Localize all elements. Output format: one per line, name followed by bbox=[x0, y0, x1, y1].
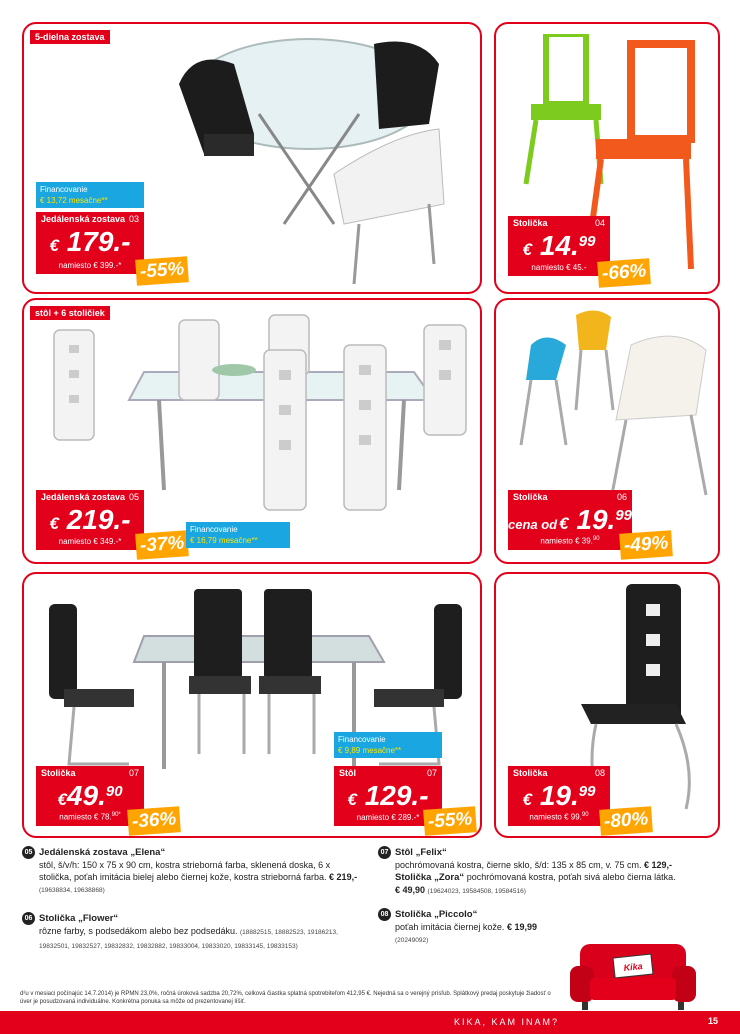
price: cena od € 19.99 bbox=[508, 504, 632, 535]
discount-badge: -80% bbox=[599, 806, 653, 836]
description-codes: (19638834, 19638868) bbox=[39, 887, 105, 894]
description-text: rôzne farby, s podsedákom alebo bez podsedáku. bbox=[39, 926, 238, 936]
price-box bbox=[508, 490, 632, 550]
description-text: stôl, š/v/h: 150 x 75 x 90 cm, kostra strieborná farba, sklenená doska, 6 x stolička, poťah imitácia bielej alebo čiernej kože, kostra strieborná farba. bbox=[39, 860, 331, 882]
product-name: Stolička bbox=[513, 768, 548, 778]
chair-06-image bbox=[501, 305, 713, 505]
price: € 129.- bbox=[347, 780, 429, 811]
description-price: € 129,- bbox=[643, 860, 672, 870]
description-title: Jedálenská zostava „Elena“ bbox=[39, 847, 166, 858]
price-box bbox=[508, 766, 610, 826]
product-panel-table-chair-07[interactable] bbox=[22, 572, 482, 838]
product-name: Stôl bbox=[339, 768, 356, 778]
previous-price: namiesto € 349.-* bbox=[58, 537, 122, 546]
description-price: € 19,99 bbox=[506, 922, 537, 932]
fine-print: d²u v mesiaci počínajúc 14.7.2014) je RPMN 23,0%, ročná úroková sadzba 20,72%, celková čiastka splatná spotrebiteľom 412,95 €. Nejedná sa o verejný prísľub. Splátkový predaj poskytuje žiadosť o úver je posudzovaná individuálne. Konkrétna ponuka sa môže od prezentovanej líšiť. bbox=[20, 991, 551, 1005]
discount-badge: -36% bbox=[127, 806, 181, 836]
product-number: 07 bbox=[426, 768, 437, 778]
discount-badge: -55% bbox=[423, 806, 477, 836]
description-text: pochrómovaná kostra, čierne sklo, š/d: 135 x 85 cm, v. 75 cm. bbox=[395, 860, 642, 870]
price: € 179.- bbox=[49, 226, 131, 257]
discount-badge: -37% bbox=[135, 530, 189, 560]
price-box bbox=[508, 216, 610, 276]
description-number: 06 bbox=[22, 912, 35, 925]
description-number: 08 bbox=[378, 908, 391, 921]
description-number: 05 bbox=[22, 846, 35, 859]
product-panel-chair-08[interactable] bbox=[494, 572, 720, 838]
price: € 219.- bbox=[49, 504, 131, 535]
product-name: Jedálenská zostava bbox=[41, 214, 126, 224]
product-panel-chair-04[interactable] bbox=[494, 22, 720, 294]
description-06 bbox=[22, 912, 362, 953]
description-title: Stolička „Piccolo“ bbox=[395, 909, 478, 920]
product-name: Jedálenská zostava bbox=[41, 492, 126, 502]
financing-label: Financovanie bbox=[40, 185, 88, 194]
previous-price: namiesto € 99.90 bbox=[529, 812, 589, 822]
description-price: € 219,- bbox=[329, 872, 358, 882]
description-title-2: Stolička „Zora“ bbox=[395, 872, 465, 883]
page-number: 15 bbox=[707, 1016, 718, 1026]
price-box bbox=[36, 212, 144, 274]
price: €49.90 bbox=[57, 780, 123, 811]
product-panel-chair-06[interactable] bbox=[494, 298, 720, 564]
product-number: 06 bbox=[616, 492, 627, 502]
description-07 bbox=[378, 846, 718, 898]
product-number: 07 bbox=[128, 768, 139, 778]
product-name: Stolička bbox=[41, 768, 76, 778]
financing-badge bbox=[186, 522, 290, 548]
panel-tag: stôl + 6 stoličiek bbox=[30, 306, 110, 320]
product-number: 04 bbox=[594, 218, 605, 228]
price-box bbox=[36, 490, 144, 550]
panel-tag: 5-dielna zostava bbox=[30, 30, 110, 44]
product-name: Stolička bbox=[513, 492, 548, 502]
discount-badge: -55% bbox=[135, 256, 189, 286]
discount-badge: -49% bbox=[619, 530, 673, 560]
description-title: Stôl „Felix“ bbox=[395, 847, 447, 858]
description-codes: (20249092) bbox=[395, 937, 429, 944]
previous-price: namiesto € 289.-* bbox=[356, 813, 420, 822]
description-text-2: pochrómovaná kostra, poťah sivá alebo čierna látka. bbox=[466, 872, 676, 882]
product-name: Stolička bbox=[513, 218, 548, 228]
financing-label: Financovanie bbox=[190, 525, 238, 534]
dining-set-03-image bbox=[164, 24, 474, 289]
product-number: 03 bbox=[128, 214, 139, 224]
discount-badge: -66% bbox=[597, 258, 651, 288]
product-panel-dining-set-05[interactable] bbox=[22, 298, 482, 564]
product-panel-dining-set-03[interactable] bbox=[22, 22, 482, 294]
description-price-2: € 49,90 bbox=[395, 885, 426, 895]
red-sofa-icon bbox=[568, 938, 698, 1012]
product-number: 08 bbox=[594, 768, 605, 778]
footer-slogan: KIKA, KAM INAM? bbox=[454, 1017, 560, 1027]
price: € 19.99 bbox=[522, 780, 596, 811]
financing-badge bbox=[36, 182, 144, 208]
price: € 14.99 bbox=[522, 230, 596, 261]
description-title: Stolička „Flower“ bbox=[39, 913, 119, 924]
financing-label: Financovanie bbox=[338, 735, 386, 744]
description-codes: (18882515, 18882523, 19186213, 19832501, 19832527, 19832832, 19832882, 19833004, 19833020, 19833145, 19833153) bbox=[39, 929, 338, 950]
financing-value: € 9,89 mesačne** bbox=[338, 746, 402, 755]
previous-price: namiesto € 399.-* bbox=[58, 261, 122, 270]
previous-price: namiesto € 45.- bbox=[531, 263, 587, 272]
previous-price: namiesto € 39.90 bbox=[540, 536, 600, 546]
description-number: 07 bbox=[378, 846, 391, 859]
product-number: 05 bbox=[128, 492, 139, 502]
description-05 bbox=[22, 846, 362, 897]
sofa-text: Kika bbox=[623, 961, 644, 973]
description-text: poťah imitácia čiernej kože. bbox=[395, 922, 505, 932]
financing-value: € 16,79 mesačne** bbox=[190, 536, 258, 545]
footer-bar bbox=[0, 1011, 740, 1034]
description-codes: (19624023, 19584508, 19584516) bbox=[427, 888, 526, 895]
financing-value: € 13,72 mesačne** bbox=[40, 196, 108, 205]
previous-price: namiesto € 78.$^{90*}$ bbox=[59, 812, 121, 822]
financing-badge bbox=[334, 732, 442, 758]
